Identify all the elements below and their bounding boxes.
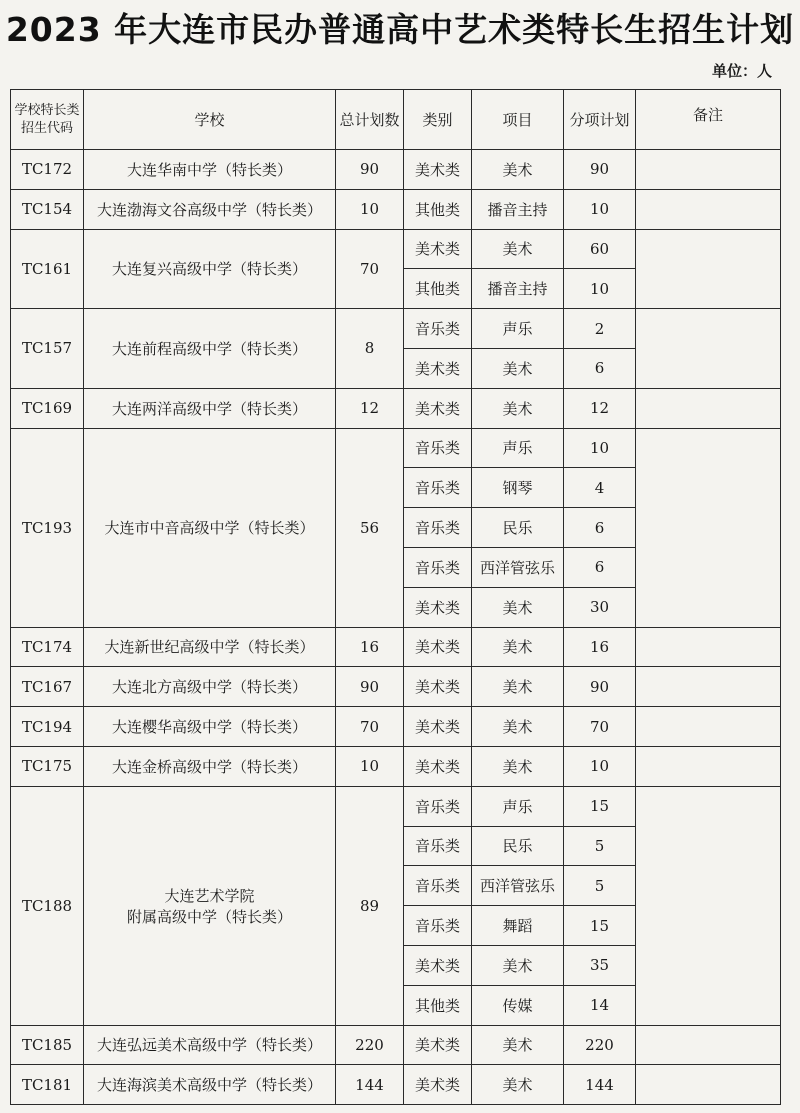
total-plan: 220	[336, 1025, 404, 1065]
sub-plan-cell: 6	[564, 348, 636, 388]
sub-plan-cell: 10	[564, 428, 636, 468]
school-code: TC172	[11, 150, 84, 190]
sub-plan-cell: 5	[564, 866, 636, 906]
total-plan: 10	[336, 746, 404, 786]
sub-plan-cell: 144	[564, 1065, 636, 1105]
school-code: TC193	[11, 428, 84, 627]
sub-plan-cell: 70	[564, 707, 636, 747]
item-cell: 播音主持	[472, 189, 564, 229]
item-cell: 美术	[472, 667, 564, 707]
item-cell: 声乐	[472, 786, 564, 826]
school-name-line1: 大连前程高级中学（特长类）	[111, 339, 307, 358]
table-row	[11, 388, 781, 428]
item-cell: 美术	[472, 627, 564, 667]
sub-plan-cell: 15	[564, 906, 636, 946]
school-name	[84, 150, 336, 190]
sub-plan-cell: 6	[564, 508, 636, 548]
item-cell: 播音主持	[472, 269, 564, 309]
sub-plan-cell: 6	[564, 547, 636, 587]
sub-plan-cell: 90	[564, 150, 636, 190]
school-name-line1: 大连两洋高级中学（特长类）	[111, 399, 307, 418]
category-cell: 美术类	[404, 746, 472, 786]
note-cell	[636, 786, 781, 1025]
item-cell: 美术	[472, 150, 564, 190]
item-cell: 西洋管弦乐	[472, 547, 564, 587]
item-cell: 民乐	[472, 826, 564, 866]
category-cell: 音乐类	[404, 468, 472, 508]
note-cell	[636, 229, 781, 309]
item-cell: 美术	[472, 707, 564, 747]
category-cell: 其他类	[404, 269, 472, 309]
sub-plan-cell: 10	[564, 269, 636, 309]
item-cell: 美术	[472, 1025, 564, 1065]
note-cell	[636, 428, 781, 627]
item-cell: 声乐	[472, 309, 564, 349]
item-cell: 美术	[472, 746, 564, 786]
sub-plan-cell: 60	[564, 229, 636, 269]
school-code: TC169	[11, 388, 84, 428]
school-code: TC167	[11, 667, 84, 707]
total-plan: 16	[336, 627, 404, 667]
category-cell: 音乐类	[404, 786, 472, 826]
total-plan: 8	[336, 309, 404, 389]
table-row	[11, 667, 781, 707]
school-code: TC188	[11, 786, 84, 1025]
category-cell: 音乐类	[404, 866, 472, 906]
note-cell	[636, 388, 781, 428]
unit-label: 单位：人	[712, 62, 773, 80]
school-name	[84, 707, 336, 747]
sub-plan-cell: 2	[564, 309, 636, 349]
sub-plan-cell: 12	[564, 388, 636, 428]
school-name-line1: 大连北方高级中学（特长类）	[111, 678, 307, 697]
note-cell	[636, 150, 781, 190]
school-name	[84, 1065, 336, 1105]
item-cell: 舞蹈	[472, 906, 564, 946]
category-cell: 美术类	[404, 707, 472, 747]
item-cell: 声乐	[472, 428, 564, 468]
school-name	[84, 746, 336, 786]
sub-plan-cell: 4	[564, 468, 636, 508]
page-title: 2023 年大连市民办普通高中艺术类特长生招生计划	[5, 10, 795, 49]
category-cell: 美术类	[404, 229, 472, 269]
school-name	[84, 189, 336, 229]
school-name-line2: 附属高级中学（特长类）	[126, 907, 292, 926]
school-name	[84, 627, 336, 667]
table-row	[11, 150, 781, 190]
school-name	[84, 309, 336, 389]
enrollment-plan-table	[10, 89, 781, 1105]
note-cell	[636, 627, 781, 667]
school-name	[84, 229, 336, 309]
sub-plan-cell: 5	[564, 826, 636, 866]
table-row	[11, 428, 781, 468]
item-cell: 民乐	[472, 508, 564, 548]
table-row	[11, 707, 781, 747]
category-cell: 其他类	[404, 985, 472, 1025]
category-cell: 音乐类	[404, 508, 472, 548]
category-cell: 音乐类	[404, 826, 472, 866]
item-cell: 美术	[472, 388, 564, 428]
note-cell	[636, 189, 781, 229]
category-cell: 音乐类	[404, 547, 472, 587]
total-plan: 70	[336, 229, 404, 309]
table-row	[11, 627, 781, 667]
sub-plan-cell: 16	[564, 627, 636, 667]
note-cell	[636, 707, 781, 747]
table-row	[11, 229, 781, 269]
total-plan: 90	[336, 150, 404, 190]
category-cell: 音乐类	[404, 428, 472, 468]
item-cell: 美术	[472, 945, 564, 985]
item-cell: 西洋管弦乐	[472, 866, 564, 906]
item-cell: 美术	[472, 1065, 564, 1105]
school-name	[84, 786, 336, 1025]
category-cell: 音乐类	[404, 309, 472, 349]
header-code-line2: 招生代码	[20, 120, 73, 136]
category-cell: 美术类	[404, 348, 472, 388]
sub-plan-cell: 220	[564, 1025, 636, 1065]
total-plan: 144	[336, 1065, 404, 1105]
sub-plan-cell: 10	[564, 189, 636, 229]
note-cell	[636, 309, 781, 389]
category-cell: 美术类	[404, 945, 472, 985]
category-cell: 美术类	[404, 388, 472, 428]
school-name-line1: 大连市中音高级中学（特长类）	[104, 519, 315, 538]
table-row	[11, 786, 781, 826]
school-name-line1: 大连樱华高级中学（特长类）	[111, 718, 307, 737]
table-row	[11, 189, 781, 229]
school-code: TC174	[11, 627, 84, 667]
school-code: TC194	[11, 707, 84, 747]
table-header-row	[11, 90, 781, 150]
header-code	[11, 90, 84, 150]
school-code: TC185	[11, 1025, 84, 1065]
table-row	[11, 309, 781, 349]
category-cell: 音乐类	[404, 906, 472, 946]
total-plan: 89	[336, 786, 404, 1025]
school-name	[84, 1025, 336, 1065]
total-plan: 10	[336, 189, 404, 229]
table-row	[11, 1065, 781, 1105]
header-code-line1: 学校特长类	[14, 102, 80, 118]
school-code: TC154	[11, 189, 84, 229]
school-name-line1: 大连弘远美术高级中学（特长类）	[96, 1036, 322, 1055]
note-cell	[636, 667, 781, 707]
header-total: 总计划数	[336, 90, 404, 150]
category-cell: 美术类	[404, 627, 472, 667]
note-cell	[636, 1065, 781, 1105]
school-code: TC175	[11, 746, 84, 786]
table-body	[11, 150, 781, 1105]
header-note: 备注	[636, 90, 781, 150]
sub-plan-cell: 30	[564, 587, 636, 627]
item-cell: 美术	[472, 348, 564, 388]
total-plan: 12	[336, 388, 404, 428]
table-row	[11, 1025, 781, 1065]
total-plan: 70	[336, 707, 404, 747]
school-code: TC157	[11, 309, 84, 389]
school-name-line1: 大连华南中学（特长类）	[126, 160, 292, 179]
school-name-line1: 大连渤海文谷高级中学（特长类）	[96, 200, 322, 219]
sub-plan-cell: 90	[564, 667, 636, 707]
school-name	[84, 667, 336, 707]
item-cell: 传媒	[472, 985, 564, 1025]
category-cell: 其他类	[404, 189, 472, 229]
category-cell: 美术类	[404, 150, 472, 190]
note-cell	[636, 746, 781, 786]
total-plan: 90	[336, 667, 404, 707]
school-name	[84, 388, 336, 428]
school-name-line1: 大连金桥高级中学（特长类）	[111, 757, 307, 776]
item-cell: 美术	[472, 587, 564, 627]
item-cell: 钢琴	[472, 468, 564, 508]
table-row	[11, 746, 781, 786]
school-name-line1: 大连海滨美术高级中学（特长类）	[96, 1076, 322, 1095]
sub-plan-cell: 15	[564, 786, 636, 826]
category-cell: 美术类	[404, 1065, 472, 1105]
sub-plan-cell: 35	[564, 945, 636, 985]
category-cell: 美术类	[404, 667, 472, 707]
school-name	[84, 428, 336, 627]
sub-plan-cell: 14	[564, 985, 636, 1025]
category-cell: 美术类	[404, 1025, 472, 1065]
school-name-line1: 大连复兴高级中学（特长类）	[111, 260, 307, 279]
sub-plan-cell: 10	[564, 746, 636, 786]
school-name-line1: 大连艺术学院	[164, 886, 255, 905]
header-sub-plan: 分项计划	[564, 90, 636, 150]
total-plan: 56	[336, 428, 404, 627]
header-school: 学校	[84, 90, 336, 150]
school-code: TC181	[11, 1065, 84, 1105]
note-cell	[636, 1025, 781, 1065]
category-cell: 美术类	[404, 587, 472, 627]
school-code: TC161	[11, 229, 84, 309]
header-category: 类别	[404, 90, 472, 150]
item-cell: 美术	[472, 229, 564, 269]
school-name-line1: 大连新世纪高级中学（特长类）	[104, 638, 315, 657]
header-item: 项目	[472, 90, 564, 150]
